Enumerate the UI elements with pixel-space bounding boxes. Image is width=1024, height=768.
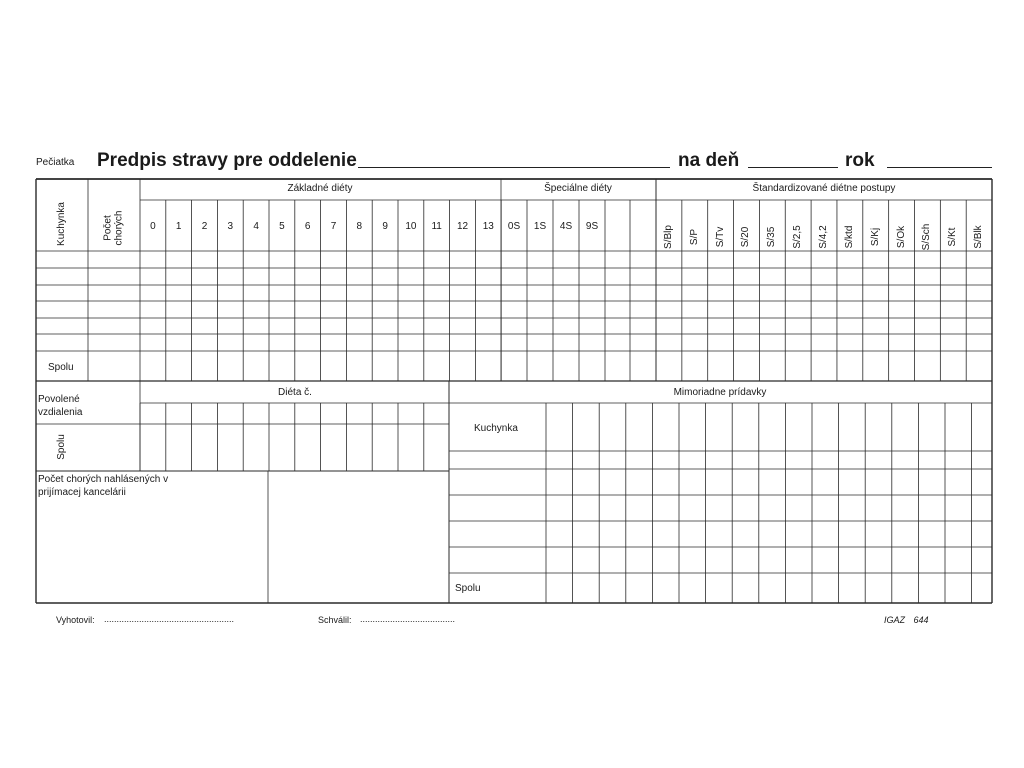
standard-diet-col-9: S/Ok [895, 225, 907, 249]
basic-diet-col-0: 0 [150, 221, 156, 232]
standard-diet-col-0: S/Blp [662, 225, 674, 249]
day-label: na deň [678, 150, 740, 171]
special-diet-col-1S: 1S [533, 221, 547, 232]
basic-diet-col-10: 10 [405, 221, 417, 232]
basic-diet-col-9: 9 [382, 221, 388, 232]
basic-diet-col-6: 6 [304, 221, 311, 232]
form-code: IGAZ 644 [884, 615, 929, 625]
basic-diet-col-5: 5 [279, 221, 285, 232]
allowed-absence-label: Povolené vzdialenia [38, 394, 83, 418]
basic-diet-col-8: 8 [356, 221, 363, 232]
prepared-by-label: Vyhotovil: [56, 615, 95, 625]
standard-diet-col-5: S/2,5 [791, 225, 803, 249]
special-diet-col-4S: 4S [559, 221, 573, 232]
basic-diet-col-12: 12 [456, 221, 469, 232]
special-diet-col-9S: 9S [585, 221, 599, 232]
kitchen-column-label: Kuchynka [55, 202, 67, 246]
standard-diet-col-4: S/35 [766, 226, 778, 248]
special-diets-label: Špeciálne diéty [544, 183, 612, 194]
basic-diet-col-1: 1 [175, 221, 182, 232]
standard-diet-col-10: S/Sch [921, 223, 933, 251]
approved-by-label: Schválil: [318, 615, 352, 625]
standard-diets-label: Štandardizované diétne postupy [752, 183, 896, 194]
form-title: Predpis stravy pre oddelenie [97, 150, 357, 171]
extra-kitchen-label: Kuchynka [474, 423, 518, 434]
basic-diet-col-2: 2 [201, 221, 208, 232]
patients-count-label: Počet chorých [102, 210, 124, 246]
standard-diet-col-12: S/Blk [972, 225, 984, 249]
extra-additions-label: Mimoriadne prídavky [673, 387, 767, 398]
basic-diet-col-4: 4 [253, 221, 259, 232]
basic-diet-col-7: 7 [330, 221, 337, 232]
prepared-by-field[interactable]: .................................................... [104, 614, 235, 624]
basic-diet-col-11: 11 [431, 221, 442, 232]
reported-patients-label: Počet chorých nahlásených v prijímacej kancelárii [38, 474, 169, 498]
basic-diet-col-13: 13 [482, 221, 494, 232]
standard-diet-col-11: S/Kt [947, 227, 959, 247]
standard-diet-col-6: S/4,2 [817, 225, 829, 249]
approved-by-field[interactable]: ...................................... [360, 614, 456, 624]
standard-diet-col-7: S/ktd [843, 225, 855, 249]
standard-diet-col-1: S/P [688, 228, 700, 246]
extra-total-label: Spolu [455, 583, 481, 594]
diet-number-label: Diéta č. [278, 387, 312, 398]
total-row-label: Spolu [48, 362, 74, 373]
stamp-label: Pečiatka [36, 157, 75, 168]
standard-diet-col-8: S/Kj [869, 227, 881, 247]
special-diet-col-0S: 0S [507, 221, 521, 232]
lower-total-label: Spolu [55, 434, 67, 460]
basic-diets-label: Základné diéty [287, 183, 353, 194]
year-label: rok [845, 150, 875, 171]
standard-diet-col-3: S/20 [740, 226, 752, 248]
basic-diet-col-3: 3 [227, 221, 234, 232]
standard-diet-col-2: S/Tv [714, 226, 726, 248]
